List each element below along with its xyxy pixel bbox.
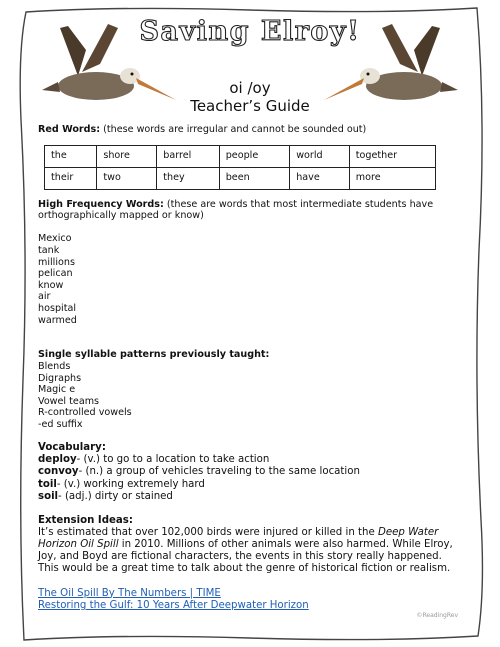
red-words-note: (these words are irregular and cannot be sounded out): [100, 124, 367, 135]
high-frequency-section: [38, 199, 463, 222]
subtitle-phonics-pattern: oi /oy: [229, 79, 271, 97]
list-item: [38, 466, 463, 478]
patterns-heading: Single syllable patterns previously taught:: [38, 349, 270, 361]
patterns-list: [38, 361, 463, 431]
table-cell: world: [290, 145, 350, 167]
link-restoring-the-gulf[interactable]: Restoring the Gulf: 10 Years After Deepwater Horizon: [38, 600, 309, 612]
list-item: Vowel teams: [38, 395, 100, 407]
list-item: [38, 479, 463, 491]
copyright-notice: ©ReadingRev: [416, 612, 458, 619]
guide-body: [38, 124, 463, 613]
list-item: R-controlled vowels: [38, 407, 132, 419]
high-frequency-heading: High Frequency Words:: [38, 198, 164, 210]
table-cell: people: [219, 145, 289, 167]
list-item: Digraphs: [38, 372, 82, 384]
list-item: Magic e: [38, 384, 76, 396]
table-cell: barrel: [157, 145, 219, 167]
list-item: [38, 491, 463, 503]
table-cell: together: [349, 145, 435, 167]
list-item: hospital: [38, 302, 77, 314]
high-frequency-note: (these are words that most intermediate students have orthographically mapped or know): [38, 198, 434, 222]
table-cell: their: [45, 167, 97, 189]
table-cell: the: [45, 145, 97, 167]
red-words-table: [44, 145, 436, 190]
vocab-definition: - (v.) to go to a location to take action: [76, 454, 270, 466]
list-item: air: [38, 291, 51, 303]
table-row: [45, 145, 436, 167]
link-oil-spill-by-the-numbers[interactable]: The Oil Spill By The Numbers | TIME: [38, 587, 221, 599]
list-item: -ed suffix: [38, 418, 83, 430]
page-title: Saving Elroy!: [139, 16, 361, 47]
vocab-definition: - (v.) working extremely hard: [56, 478, 205, 490]
list-item: know: [38, 279, 64, 291]
list-item: Blends: [38, 360, 71, 372]
vocab-term: soil: [38, 490, 59, 502]
vocab-definition: - (n.) a group of vehicles traveling to the same location: [78, 466, 360, 478]
list-item: warmed: [38, 314, 77, 326]
list-item: tank: [38, 244, 60, 256]
list-item: [38, 454, 463, 466]
list-item: pelican: [38, 268, 73, 280]
table-cell: have: [290, 167, 350, 189]
red-words-section: [38, 124, 463, 136]
vocabulary-heading: Vocabulary:: [38, 442, 106, 454]
subtitle-teachers-guide: Teacher’s Guide: [190, 97, 310, 115]
table-cell: shore: [97, 145, 157, 167]
vocab-definition: - (adj.) dirty or stained: [58, 490, 173, 502]
extension-paragraph: [38, 527, 463, 576]
vocab-term: convoy: [38, 466, 79, 478]
table-cell: two: [97, 167, 157, 189]
vocab-term: deploy: [38, 454, 77, 466]
red-words-heading: Red Words:: [38, 124, 101, 135]
table-cell: they: [157, 167, 219, 189]
table-row: [45, 167, 436, 189]
list-item: millions: [38, 256, 75, 268]
list-item: Mexico: [38, 233, 72, 245]
extension-heading: Extension Ideas:: [38, 514, 133, 526]
vocabulary-list: [38, 454, 463, 503]
table-cell: been: [219, 167, 289, 189]
high-frequency-list: [38, 233, 463, 326]
table-cell: more: [349, 167, 435, 189]
extension-text-italic: Deep Water Horizon Oil Spill: [38, 526, 439, 551]
extension-text-end: in 2010. Millions of other animals were also harmed. While Elroy, Joy, and Boyd are fictional characters, the events in this story really happened. This would be a great time to talk about the genre of historical fiction or realism.: [38, 539, 453, 575]
vocab-term: toil: [38, 478, 57, 490]
extension-text: It’s estimated that over 102,000 birds were injured or killed in the: [38, 526, 378, 538]
